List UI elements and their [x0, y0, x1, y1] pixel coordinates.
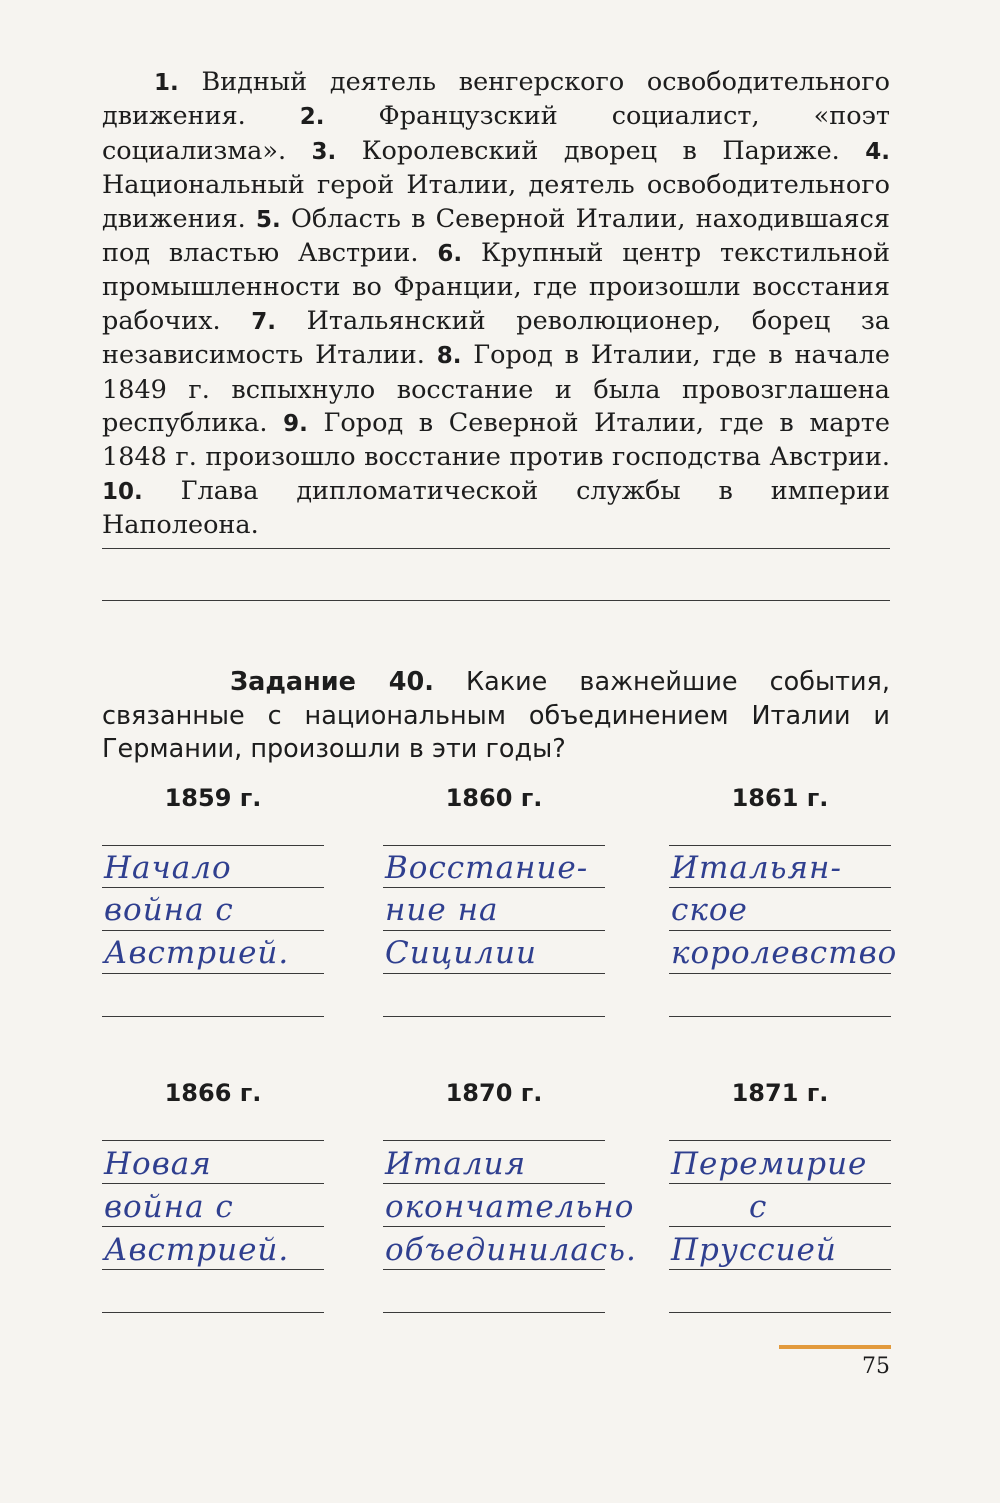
- handwritten-answer: Начало: [104, 850, 232, 886]
- task-40: [102, 666, 890, 767]
- def-text: Глава дипломатической службы в империи Наполеона.: [102, 475, 890, 541]
- answer-line[interactable]: [669, 973, 891, 974]
- def-number: 6.: [437, 241, 463, 268]
- def-number: 1.: [154, 70, 179, 96]
- def-number: 9.: [283, 411, 308, 438]
- handwritten-answer: Италия: [385, 1146, 527, 1182]
- answer-line[interactable]: [102, 973, 324, 974]
- def-number: 5.: [256, 206, 281, 233]
- handwritten-answer: Перемирие: [671, 1146, 868, 1182]
- answer-line[interactable]: [102, 600, 890, 601]
- year-column-1859: [102, 784, 324, 1044]
- page-number: 75: [862, 1354, 890, 1379]
- answer-line[interactable]: [383, 845, 605, 846]
- handwritten-answer: Пруссией: [671, 1232, 837, 1268]
- year-label: 1866 г.: [164, 1079, 262, 1107]
- handwritten-answer: Сицилии: [385, 935, 537, 971]
- def-text: Город в Северной Италии, где в марте 1848 г. произошло восстание против господства Австрии.: [102, 408, 890, 473]
- answer-line[interactable]: [102, 1016, 324, 1017]
- answer-line[interactable]: [669, 930, 891, 931]
- year-column-1870: [383, 1079, 637, 1339]
- answer-line[interactable]: [669, 1183, 891, 1184]
- answer-line[interactable]: [669, 1016, 891, 1017]
- handwritten-answer: Восстание-: [385, 850, 589, 886]
- def-text: Город в Италии, где в начале 1849 г. вспыхнуло восстание и была провозглашена республика.: [102, 340, 891, 439]
- handwritten-answer: с: [749, 1189, 768, 1225]
- def-number: 8.: [436, 343, 462, 370]
- answer-line[interactable]: [102, 845, 324, 846]
- handwritten-answer: Итальян-: [671, 850, 842, 886]
- def-number: 2.: [299, 104, 325, 131]
- answer-line[interactable]: [383, 1140, 605, 1141]
- handwritten-answer: объединилась.: [385, 1232, 637, 1268]
- handwritten-answer: Австрией.: [104, 1232, 290, 1268]
- year-label: 1860 г.: [445, 784, 543, 812]
- answer-line[interactable]: [383, 1016, 605, 1017]
- definitions-text: [102, 66, 890, 543]
- def-text: Видный деятель венгерского освободительного движения.: [102, 67, 890, 132]
- handwritten-answer: ние на: [385, 892, 499, 928]
- answer-line[interactable]: [669, 1140, 891, 1141]
- answer-line[interactable]: [669, 1312, 891, 1313]
- def-number: 10.: [102, 478, 143, 505]
- answer-line[interactable]: [383, 930, 605, 931]
- year-column-1861: [669, 784, 898, 1044]
- handwritten-answer: Новая: [104, 1146, 212, 1182]
- answer-line[interactable]: [102, 887, 324, 888]
- year-label: 1859 г.: [164, 784, 262, 812]
- answer-line[interactable]: [102, 1140, 324, 1141]
- answer-line[interactable]: [383, 1269, 605, 1270]
- year-label: 1871 г.: [731, 1079, 829, 1107]
- answer-line[interactable]: [669, 1226, 891, 1227]
- answer-line[interactable]: [383, 1183, 605, 1184]
- handwritten-answer: окончательно: [385, 1189, 635, 1225]
- def-text: Национальный герой Италии, деятель освободительного движения.: [102, 170, 890, 234]
- handwritten-answer: война с: [104, 892, 234, 928]
- answer-line[interactable]: [383, 1226, 605, 1227]
- answer-line[interactable]: [383, 1312, 605, 1313]
- year-column-1866: [102, 1079, 324, 1339]
- task-text: Какие важнейшие события, связанные с национальным объединением Италии и Германии, произошли в эти годы?: [102, 667, 890, 764]
- handwritten-answer: ское: [671, 892, 748, 928]
- def-text: Королевский дворец в Париже.: [336, 135, 866, 166]
- answer-line[interactable]: [669, 1269, 891, 1270]
- def-number: 3.: [311, 138, 337, 165]
- year-label: 1861 г.: [731, 784, 829, 812]
- answer-line[interactable]: [102, 1226, 324, 1227]
- answer-line[interactable]: [669, 845, 891, 846]
- answer-line[interactable]: [102, 1312, 324, 1313]
- handwritten-answer: королевство: [671, 935, 898, 971]
- def-number: 4.: [865, 138, 890, 165]
- handwritten-answer: Австрией.: [104, 935, 290, 971]
- handwritten-answer: война с: [104, 1189, 234, 1225]
- def-number: 7.: [251, 308, 276, 335]
- answer-line[interactable]: [102, 548, 890, 549]
- year-column-1860: [383, 784, 605, 1044]
- task-label: Задание 40.: [230, 667, 434, 697]
- answer-line[interactable]: [669, 887, 891, 888]
- def-text: Итальянский революционер, борец за независимость Италии.: [102, 305, 890, 371]
- answer-line[interactable]: [102, 1183, 324, 1184]
- def-text: Область в Северной Италии, находившаяся под властью Австрии.: [102, 203, 890, 269]
- answer-line[interactable]: [102, 930, 324, 931]
- year-label: 1870 г.: [445, 1079, 543, 1107]
- answer-line[interactable]: [102, 1269, 324, 1270]
- answer-line[interactable]: [383, 887, 605, 888]
- answer-line[interactable]: [383, 973, 605, 974]
- def-text: Крупный центр текстильной промышленности во Франции, где произошли восстания рабочих.: [102, 238, 891, 336]
- page-number-accent-bar: [779, 1345, 891, 1349]
- def-text: Французский социалист, «поэт социализма».: [102, 101, 890, 166]
- year-column-1871: [669, 1079, 891, 1339]
